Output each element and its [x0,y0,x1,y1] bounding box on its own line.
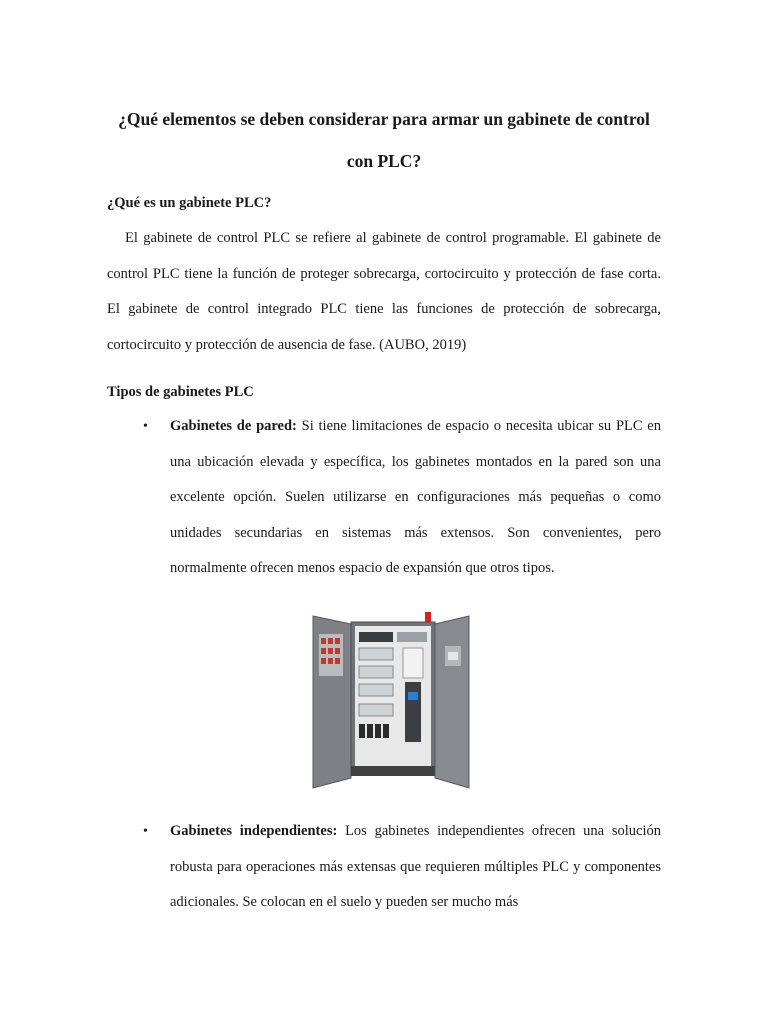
intro-paragraph: El gabinete de control PLC se refiere al gabinete de control programable. El gabinete de control PLC tiene la función de proteger sobrecarga, cortocircuito y protección de fase corta. El gabinete de control integrado PLC tiene las funciones de protección de sobrecarga, cortocircuito y protección de ausencia de fase. (AUBO, 2019) [107,230,661,353]
document-title: ¿Qué elementos se deben considerar para armar un gabinete de control con PLC? [118,109,650,171]
bullet-text: Si tiene limitaciones de espacio o necesita ubicar su PLC en una ubicación elevada y específica, los gabinetes montados en la pared son una excelente opción. Suelen utilizarse en configuraciones más pequeñas o como unidades secundarias en sistemas más extensos. Son convenientes, pero normalmente ofrecen menos espacio de expansión que otros tipos. [170,418,661,576]
bullet-term: Gabinetes independientes: [170,823,338,839]
bullet-term: Gabinetes de pared: [170,418,297,434]
bullet-text: Los gabinetes independientes ofrecen una solución robusta para operaciones más extensas que requieren múltiples PLC y componentes adicionales. Se colocan en el suelo y pueden ser mucho más [170,823,661,910]
section-heading-types: Tipos de gabinetes PLC [107,384,254,400]
section-heading-what-is: ¿Qué es un gabinete PLC? [107,195,272,211]
plc-cabinet-photo [311,612,471,790]
list-item-wall-cabinets [143,409,661,587]
list-item-standalone-cabinets [143,814,661,921]
cabinet-illustration [311,612,471,790]
bullet-icon: • [143,824,148,839]
bullet-icon: • [143,419,148,434]
